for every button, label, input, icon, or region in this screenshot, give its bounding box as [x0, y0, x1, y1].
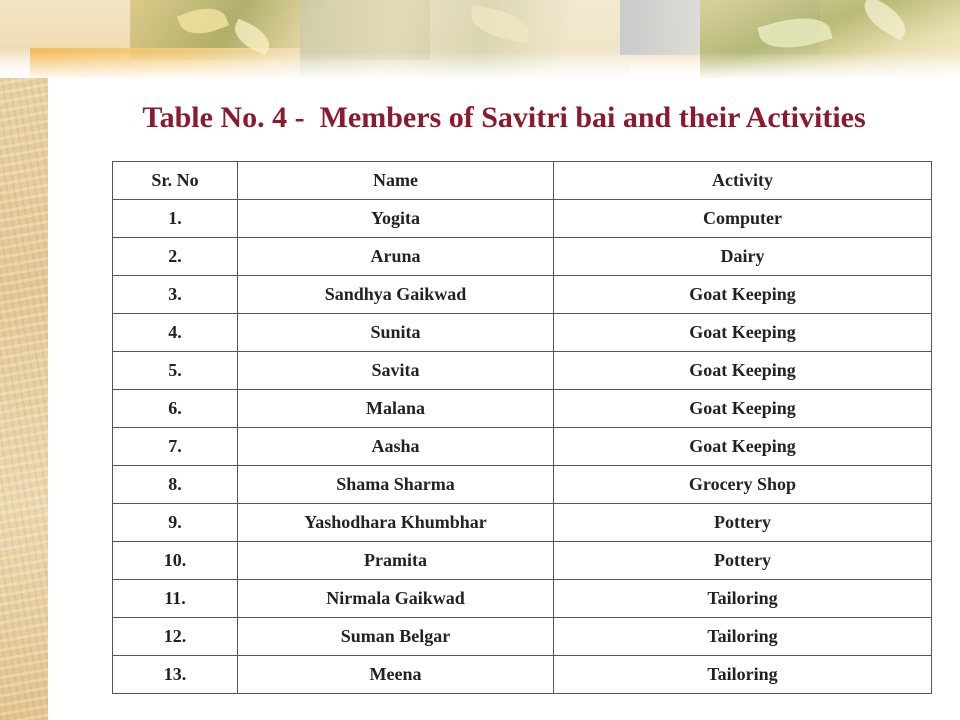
table-row [113, 504, 932, 542]
cell-activity: Tailoring [554, 656, 932, 694]
cell-activity: Goat Keeping [554, 314, 932, 352]
members-table [112, 161, 932, 694]
table-header-row [113, 162, 932, 200]
cell-activity: Goat Keeping [554, 428, 932, 466]
table-row [113, 276, 932, 314]
top-leaf-banner [0, 0, 960, 78]
table-row [113, 580, 932, 618]
cell-sr-no: 9. [113, 504, 238, 542]
cell-name: Shama Sharma [238, 466, 554, 504]
cell-name: Suman Belgar [238, 618, 554, 656]
cell-sr-no: 10. [113, 542, 238, 580]
cell-name: Sunita [238, 314, 554, 352]
cell-sr-no: 8. [113, 466, 238, 504]
cell-activity: Grocery Shop [554, 466, 932, 504]
cell-sr-no: 13. [113, 656, 238, 694]
cell-activity: Pottery [554, 504, 932, 542]
cell-activity: Pottery [554, 542, 932, 580]
left-decorative-strip [0, 0, 48, 720]
table-row [113, 352, 932, 390]
table-row [113, 618, 932, 656]
table-row [113, 428, 932, 466]
cell-name: Savita [238, 352, 554, 390]
cell-sr-no: 5. [113, 352, 238, 390]
cell-sr-no: 3. [113, 276, 238, 314]
cell-name: Aasha [238, 428, 554, 466]
cell-activity: Computer [554, 200, 932, 238]
table-row [113, 466, 932, 504]
header-name: Name [238, 162, 554, 200]
cell-name: Malana [238, 390, 554, 428]
header-activity: Activity [554, 162, 932, 200]
table-row [113, 238, 932, 276]
cell-name: Pramita [238, 542, 554, 580]
cell-activity: Goat Keeping [554, 276, 932, 314]
cell-name: Sandhya Gaikwad [238, 276, 554, 314]
cell-sr-no: 4. [113, 314, 238, 352]
slide-title: Table No. 4 - Members of Savitri bai and their Activities [142, 101, 866, 134]
cell-sr-no: 12. [113, 618, 238, 656]
cell-sr-no: 1. [113, 200, 238, 238]
cell-sr-no: 7. [113, 428, 238, 466]
cell-name: Yashodhara Khumbhar [238, 504, 554, 542]
cell-activity: Goat Keeping [554, 352, 932, 390]
table-row [113, 390, 932, 428]
header-sr-no: Sr. No [113, 162, 238, 200]
cell-name: Aruna [238, 238, 554, 276]
cell-activity: Goat Keeping [554, 390, 932, 428]
cell-sr-no: 2. [113, 238, 238, 276]
table-row [113, 314, 932, 352]
cell-sr-no: 11. [113, 580, 238, 618]
cell-activity: Tailoring [554, 618, 932, 656]
table-row [113, 200, 932, 238]
cell-name: Nirmala Gaikwad [238, 580, 554, 618]
table-row [113, 542, 932, 580]
cell-activity: Dairy [554, 238, 932, 276]
cell-name: Meena [238, 656, 554, 694]
cell-name: Yogita [238, 200, 554, 238]
cell-sr-no: 6. [113, 390, 238, 428]
table-row [113, 656, 932, 694]
cell-activity: Tailoring [554, 580, 932, 618]
